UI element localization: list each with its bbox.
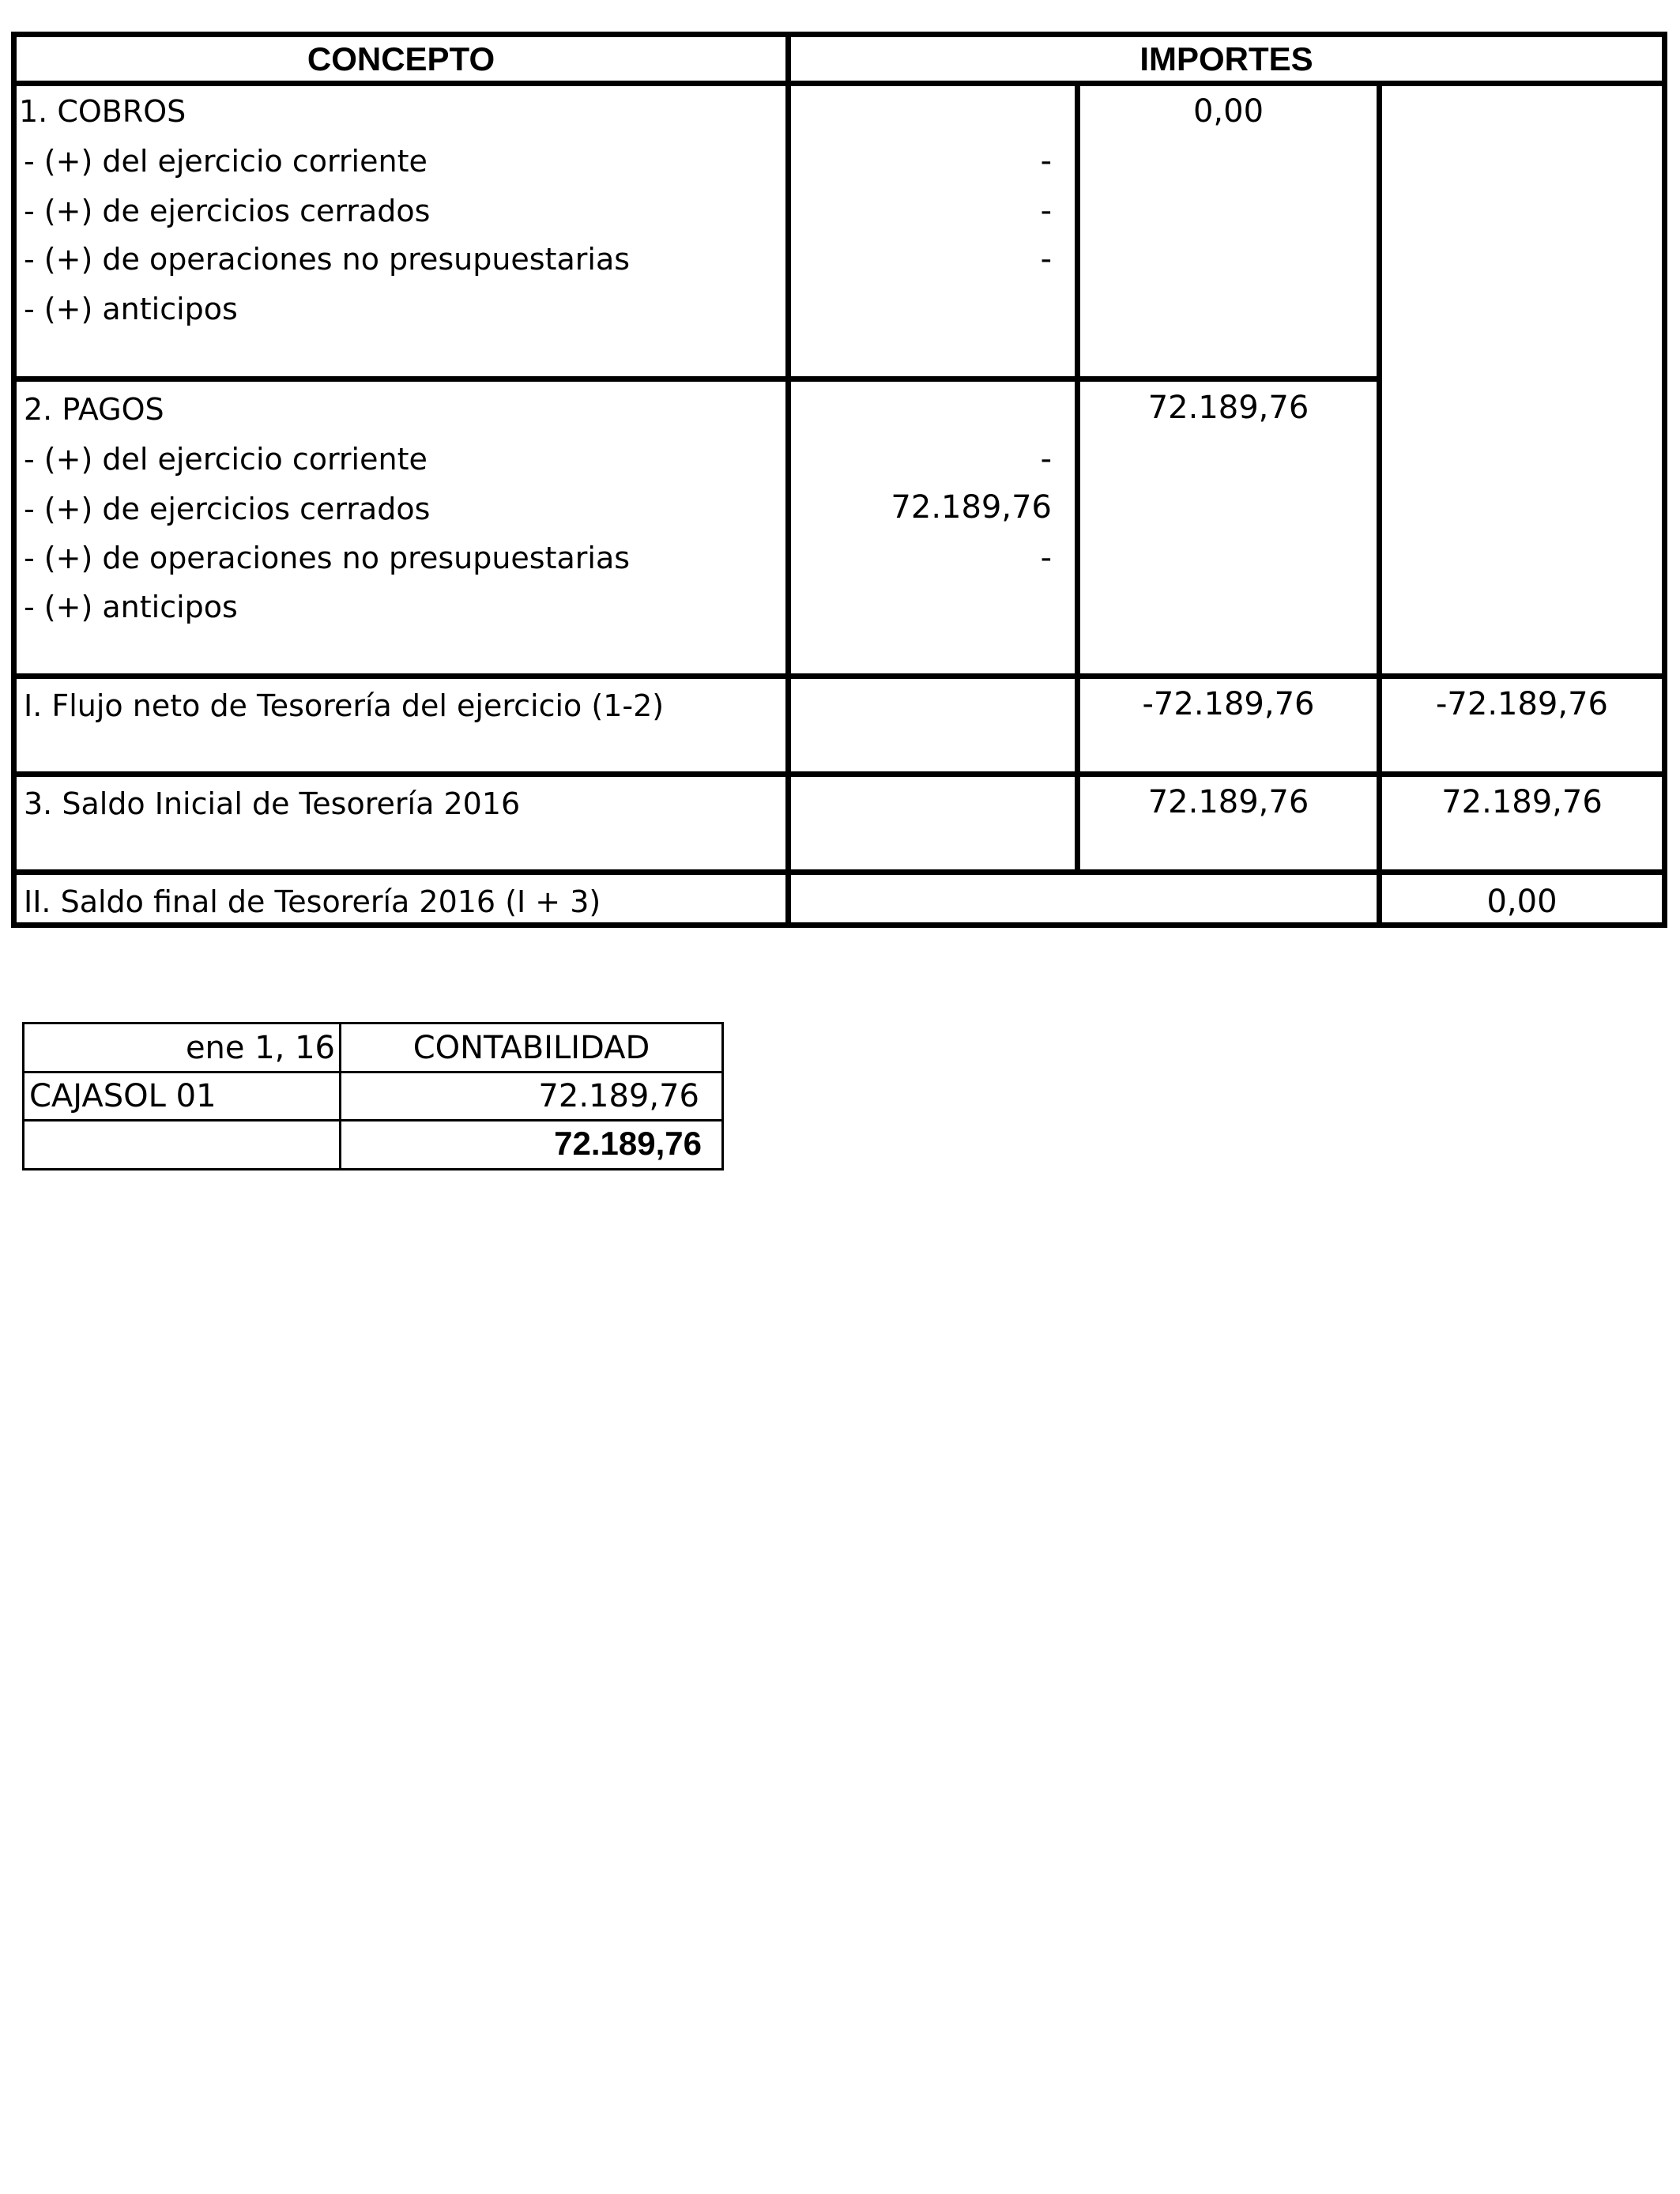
pagos-item-label: - (+) de operaciones no presupuestarias (24, 541, 631, 575)
grid-line (1662, 32, 1667, 928)
grid-line (11, 771, 1667, 777)
treasury-table (11, 32, 1667, 928)
saldo-inicial-value: 72.189,76 (1147, 784, 1309, 820)
grid-line (1377, 81, 1382, 928)
cobros-item-value: - (1040, 143, 1052, 179)
pagos-item-label: - (+) anticipos (24, 590, 238, 624)
bank-total: 72.189,76 (554, 1125, 702, 1162)
bank-col-header: CONTABILIDAD (412, 1030, 650, 1066)
grid-line (24, 1071, 721, 1073)
grid-line (785, 32, 791, 928)
pagos-item-value: - (1040, 540, 1052, 576)
pagos-item-label: - (+) de ejercicios cerrados (24, 492, 431, 526)
grid-line (1075, 81, 1080, 875)
grid-line (11, 673, 1667, 679)
saldo-final-label: II. Saldo final de Tesorería 2016 (I + 3) (24, 884, 601, 919)
grid-line (11, 869, 1667, 875)
bank-balance-table (22, 1022, 724, 1171)
pagos-item-label: - (+) del ejercicio corriente (24, 442, 428, 477)
cobros-item-value: - (1040, 241, 1052, 277)
flujo-neto-label: I. Flujo neto de Tesorería del ejercicio (1-2) (24, 688, 665, 723)
cobros-total: 0,00 (1192, 93, 1264, 130)
pagos-total: 72.189,76 (1147, 390, 1309, 426)
flujo-neto-total: -72.189,76 (1435, 686, 1608, 722)
saldo-inicial-label: 3. Saldo Inicial de Tesorería 2016 (24, 786, 521, 821)
cobros-item-label: - (+) de operaciones no presupuestarias (24, 242, 631, 277)
pagos-item-value: - (1040, 441, 1052, 477)
cobros-item-value: - (1040, 193, 1052, 229)
saldo-inicial-total: 72.189,76 (1441, 784, 1603, 820)
header-importes: IMPORTES (1139, 40, 1313, 77)
cobros-item-label: - (+) anticipos (24, 292, 238, 326)
bank-account-name: CAJASOL 01 (29, 1078, 217, 1114)
grid-line (11, 32, 17, 928)
bank-date-header: ene 1, 16 (185, 1030, 335, 1066)
cobros-title: 1. COBROS (19, 94, 186, 129)
grid-line (11, 376, 1382, 382)
pagos-title: 2. PAGOS (24, 392, 164, 427)
header-concepto: CONCEPTO (307, 40, 495, 77)
flujo-neto-value: -72.189,76 (1142, 686, 1315, 722)
cobros-item-label: - (+) de ejercicios cerrados (24, 194, 431, 228)
cobros-item-label: - (+) del ejercicio corriente (24, 144, 428, 179)
grid-line (11, 922, 1667, 928)
pagos-item-value: 72.189,76 (891, 489, 1052, 526)
bank-account-amount: 72.189,76 (538, 1078, 699, 1114)
saldo-final-total: 0,00 (1486, 884, 1558, 920)
